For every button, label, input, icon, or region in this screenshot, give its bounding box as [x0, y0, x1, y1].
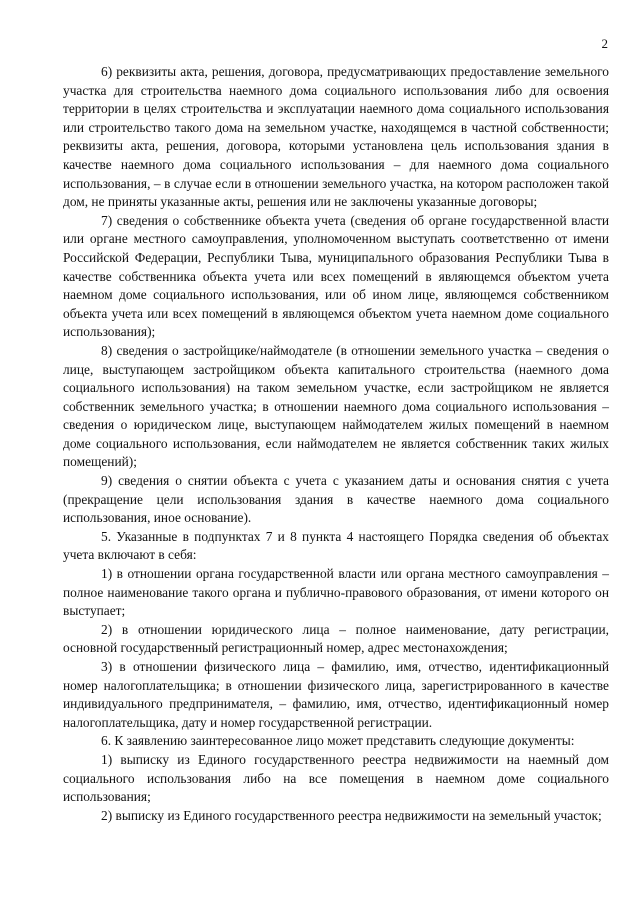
paragraph-clause-5-item-3: 3) в отношении физического лица – фамилию, имя, отчество, идентификационный номер налогоплательщика; в отношении физического лица, зарегистрированного в качестве индивидуального предпринимателя, – фамилию, имя, отчество, идентификационный номер налогоплательщика, дату и номер государственной регистрации. [63, 659, 609, 730]
paragraph-clause-6-item-2: 2) выписку из Единого государственного реестра недвижимости на земельный участок; [101, 807, 602, 823]
page-number: 2 [601, 36, 608, 51]
paragraph-item-7: 7) сведения о собственнике объекта учета (сведения об органе государственной власти или органе местного самоуправления, уполномоченном выступать соответственно от имени Российской Федерации, Республики Тыва, муниципального образования Республики Тыва в качестве собственника объекта учета или всех помещений в являющемся объектом учета наемном доме социального использования, или об ином лице, являющемся собственником объекта учета или всех помещений в являющемся объектом учета наемном доме социального использования); [63, 212, 609, 340]
paragraph-clause-5-item-2: 2) в отношении юридического лица – полное наименование, дату регистрации, основной государственный регистрационный номер, адрес местонахождения; [63, 621, 609, 656]
paragraph-clause-6: 6. К заявлению заинтересованное лицо может представить следующие документы: [101, 733, 575, 749]
paragraph-clause-5-item-1: 1) в отношении органа государственной власти или органа местного самоуправления – полное наименование такого органа и публично-правового образования, от имени которого он выступает; [63, 566, 609, 619]
paragraph-clause-6-item-1: 1) выписку из Единого государственного реестра недвижимости на наемный дом социального использования либо на все помещения в наемном доме социального использования; [63, 751, 609, 805]
paragraph-item-9: 9) сведения о снятии объекта с учета с указанием даты и основания снятия с учета (прекращение цели использования здания в качестве наемного дома социального использования, иное основание). [63, 473, 609, 526]
paragraph-item-8: 8) сведения о застройщике/наймодателе (в отношении земельного участка – сведения о лице, выступающем застройщиком объекта капитального строительства (наемного дома социального использования) на таком земельном участке, если застройщиком не является собственник земельного участка; в отношении наемного дома социального использования – сведения о юридическом лице, выступающем наймодателем жилых помещений в наемном доме социального использования, если наймодателем не является собственник таких жилых помещений); [63, 342, 609, 470]
document-body [63, 63, 609, 825]
paragraph-clause-5: 5. Указанные в подпунктах 7 и 8 пункта 4 настоящего Порядка сведения об объектах учета включают в себя: [63, 528, 609, 563]
paragraph-item-6: 6) реквизиты акта, решения, договора, предусматривающих предоставление земельного участка для строительства наемного дома социального использования либо для освоения территории в целях строительства и эксплуатации наемного дома социального использования или строительство такого дома на земельном участке, находящемся в частной собственности; реквизиты акта, решения, договора, которыми установлена цель использования здания в качестве наемного дома социального использования – для наемного дома социального использования, – в случае если в отношении земельного участка, на котором расположен такой дом, не приняты указанные акты, решения или не заключены указанные договоры; [63, 64, 609, 210]
